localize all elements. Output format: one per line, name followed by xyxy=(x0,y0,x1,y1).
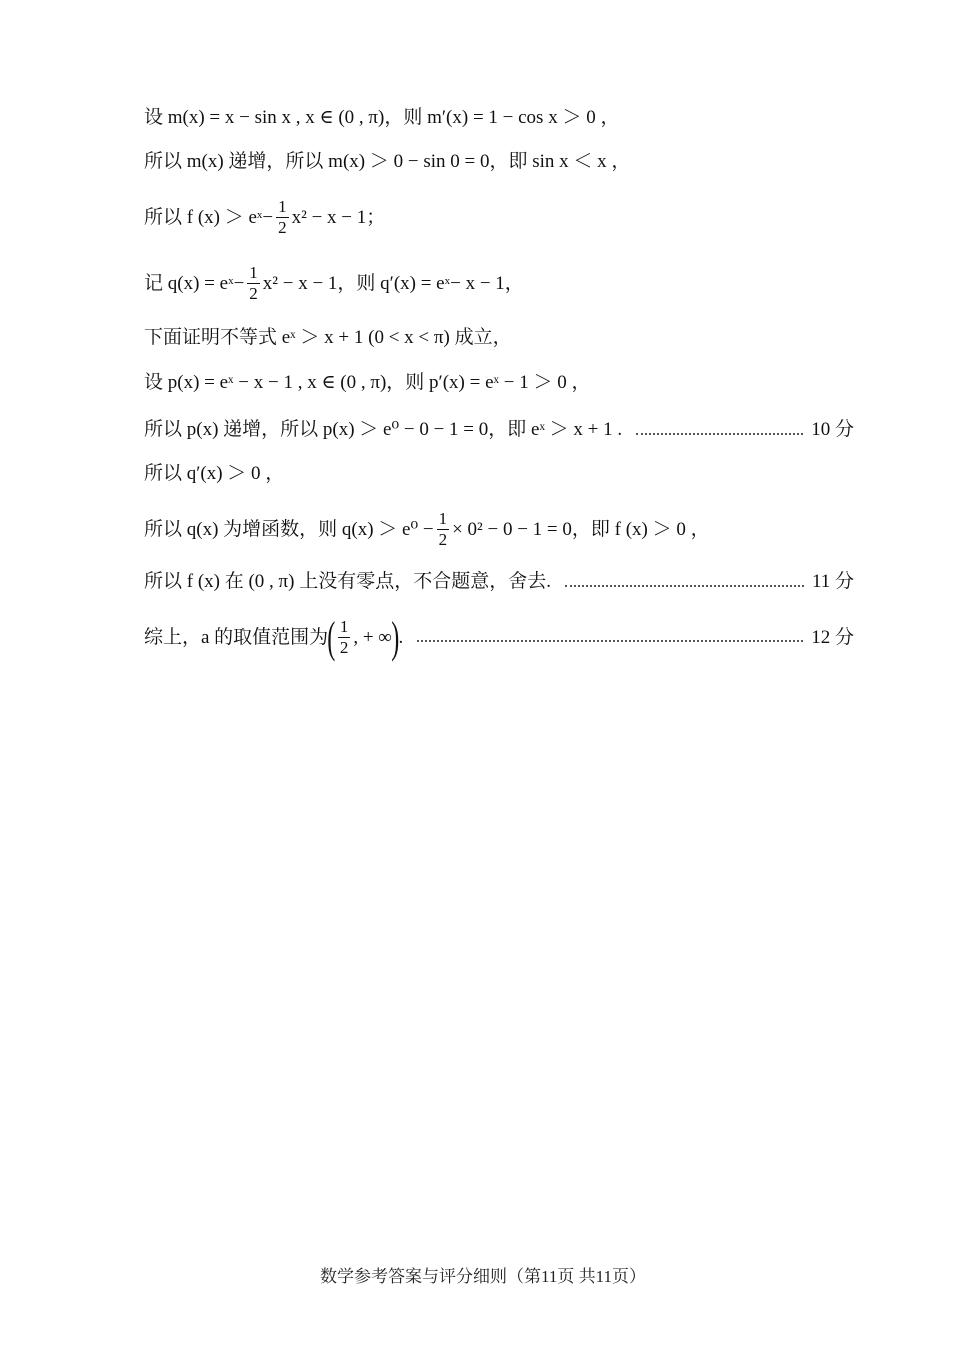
line-text: 下面证明不等式 eˣ ＞ x + 1 (0 < x < π) 成立， xyxy=(144,327,512,348)
line-6 xyxy=(144,373,854,392)
line-8 xyxy=(144,464,854,483)
fraction: $\frac{1}{2}$ xyxy=(278,197,287,237)
line-text: 所以 q′(x) ＞ 0 ， xyxy=(144,463,285,484)
fraction: $\frac{1}{2}$ xyxy=(249,263,258,303)
score-label: 11 分 xyxy=(811,571,854,592)
formula: 所以 f (x) ＞ e $^x$ − $\frac{1}{2}$ x² − x − 1； xyxy=(144,197,386,237)
line-11 xyxy=(144,612,854,662)
score-label: 10 分 xyxy=(811,419,854,440)
line-9 xyxy=(144,510,854,549)
score-label: 12 分 xyxy=(811,626,854,648)
line-10 xyxy=(144,572,854,591)
page-footer: 数学参考答案与评分细则（第11页 共11页） xyxy=(320,1267,646,1286)
fraction: $\frac{1}{2}$ xyxy=(339,617,349,657)
line-text: 所以 f (x) 在 (0 , π) 上没有零点，不合题意，舍去. xyxy=(144,571,551,592)
line-1 xyxy=(144,108,854,127)
dot-leader xyxy=(636,433,803,435)
line-5 xyxy=(144,328,854,347)
dot-leader xyxy=(417,640,803,642)
line-text: 设 p(x) = eˣ − x − 1 , x ∈ (0 , π)，则 p′(x) = eˣ − 1 ＞ 0 ， xyxy=(144,372,591,393)
formula: 记 q(x) = e $^x$ − $\frac{1}{2}$ x² − x − 1，则 q′(x) = e $^x$ − x − 1， xyxy=(144,263,524,303)
formula: 综上，a 的取值范围为 ( $\frac{1}{2}$ , + ∞ ) . xyxy=(144,612,404,662)
line-4 xyxy=(144,264,854,303)
line-text: 所以 p(x) 递增，所以 p(x) ＞ e⁰ − 0 − 1 = 0，即 eˣ ＞ x + 1 . xyxy=(144,419,623,440)
dot-leader xyxy=(565,585,804,587)
formula: 所以 q(x) 为增函数，则 q(x) ＞ e⁰ − $\frac{1}{2}$ × 0² − 0 − 1 = 0，即 f (x) ＞ 0 ， xyxy=(144,509,710,549)
fraction: $\frac{1}{2}$ xyxy=(438,509,448,549)
line-text: 所以 m(x) 递增，所以 m(x) ＞ 0 − sin 0 = 0，即 sin x ＜ x ， xyxy=(144,151,631,172)
line-text: 设 m(x) = x − sin x , x ∈ (0 , π)，则 m′(x) = 1 − cos x ＞ 0 ， xyxy=(144,107,620,128)
line-7 xyxy=(144,420,854,439)
line-2 xyxy=(144,152,854,171)
line-3 xyxy=(144,198,854,237)
